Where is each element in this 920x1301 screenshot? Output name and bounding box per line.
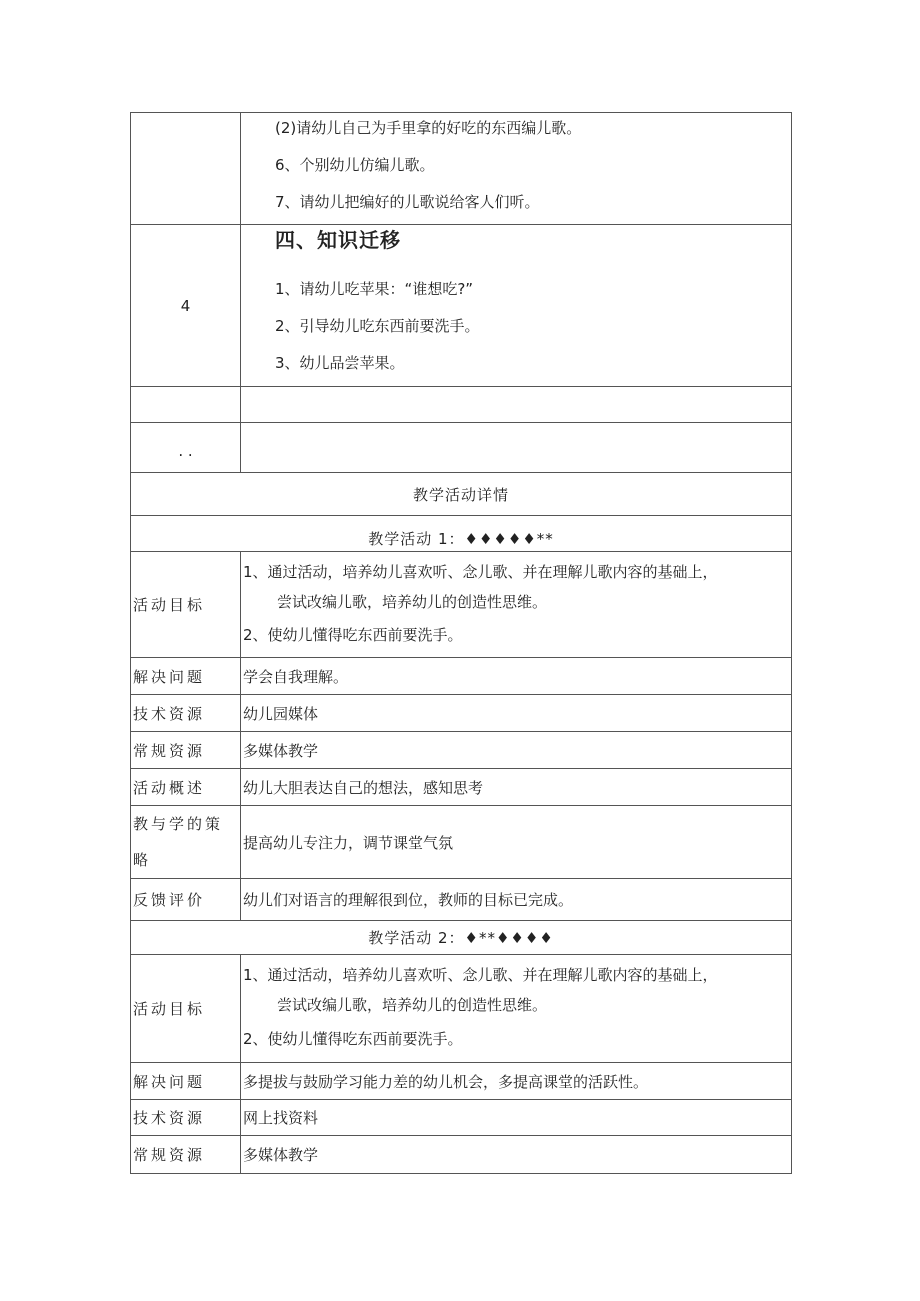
- step-line: 2、引导幼儿吃东西前要洗手。: [275, 317, 480, 335]
- table-row: [131, 732, 792, 769]
- table-row: [131, 955, 792, 1063]
- empty-cell: [241, 387, 792, 423]
- row-label: 活动目标: [131, 552, 241, 658]
- step-line: 3、幼儿品尝苹果。: [275, 354, 405, 372]
- step-line: 1、请幼儿吃苹果：“谁想吃?”: [275, 280, 474, 298]
- row-value: 多提拔与鼓励学习能力差的幼儿机会，多提高课堂的活跃性。: [241, 1063, 792, 1100]
- table-row: [131, 769, 792, 806]
- goal-line: 2、使幼儿懂得吃东西前要洗手。: [243, 1029, 463, 1048]
- table-row: [131, 225, 792, 387]
- label-line: 略: [133, 851, 152, 869]
- table-row: [131, 113, 792, 225]
- step-line: 6、个别幼儿仿编儿歌。: [275, 156, 435, 174]
- table-row: [131, 879, 792, 921]
- label-line: 教与学的策: [133, 815, 224, 833]
- row-value: 幼儿大胆表达自己的想法，感知思考: [241, 769, 792, 806]
- empty-cell: [241, 423, 792, 473]
- section-heading: 四、知识迁移: [275, 228, 401, 252]
- activity-goal: [241, 552, 792, 658]
- table-row: [131, 387, 792, 423]
- row-value: 学会自我理解。: [241, 658, 792, 695]
- table-row: [131, 695, 792, 732]
- row-label: 解决问题: [131, 1063, 241, 1100]
- empty-cell: [131, 113, 241, 225]
- row-value: 多媒体教学: [241, 732, 792, 769]
- details-title: 教学活动详情: [131, 473, 792, 516]
- mark-cell: . .: [131, 423, 241, 473]
- table-row: [131, 658, 792, 695]
- empty-cell: [131, 387, 241, 423]
- row-value: 网上找资料: [241, 1100, 792, 1136]
- row-label: [131, 806, 241, 879]
- table-row: [131, 552, 792, 658]
- table-row: [131, 1136, 792, 1174]
- row-label: 反馈评价: [131, 879, 241, 921]
- table-row: [131, 921, 792, 955]
- table-row: [131, 1063, 792, 1100]
- goal-line: 尝试改编儿歌，培养幼儿的创造性思维。: [277, 592, 548, 611]
- activity2-title: 教学活动 2：♦**♦♦♦♦: [131, 921, 792, 955]
- row-value: 幼儿们对语言的理解很到位，教师的目标已完成。: [241, 879, 792, 921]
- row-value: 幼儿园媒体: [241, 695, 792, 732]
- row-label: 技术资源: [131, 1100, 241, 1136]
- row-label: 活动概述: [131, 769, 241, 806]
- table-row: [131, 1100, 792, 1136]
- table-row: [131, 806, 792, 879]
- table-row: [131, 473, 792, 516]
- goal-line: 尝试改编儿歌，培养幼儿的创造性思维。: [277, 995, 548, 1014]
- steps-cell: [241, 113, 792, 225]
- goal-line: 1、通过活动，培养幼儿喜欢听、念儿歌、并在理解儿歌内容的基础上，: [243, 562, 718, 581]
- table-row: [131, 516, 792, 552]
- row-label: 常规资源: [131, 1136, 241, 1174]
- activity-goal: [241, 955, 792, 1063]
- row-label: 活动目标: [131, 955, 241, 1063]
- row-label: 技术资源: [131, 695, 241, 732]
- step-line: 7、请幼儿把编好的儿歌说给客人们听。: [275, 193, 540, 211]
- goal-line: 2、使幼儿懂得吃东西前要洗手。: [243, 625, 463, 644]
- row-label: 解决问题: [131, 658, 241, 695]
- steps-cell: [241, 225, 792, 387]
- goal-line: 1、通过活动，培养幼儿喜欢听、念儿歌、并在理解儿歌内容的基础上，: [243, 965, 718, 984]
- row-value: 提高幼儿专注力，调节课堂气氛: [241, 806, 792, 879]
- activity1-title: 教学活动 1：♦♦♦♦♦**: [131, 516, 792, 552]
- step-number: 4: [131, 225, 241, 387]
- row-label: 常规资源: [131, 732, 241, 769]
- lesson-plan-table: [130, 112, 792, 1174]
- row-value: 多媒体教学: [241, 1136, 792, 1174]
- step-line: (2)请幼儿自己为手里拿的好吃的东西编儿歌。: [275, 119, 582, 137]
- table-row: [131, 423, 792, 473]
